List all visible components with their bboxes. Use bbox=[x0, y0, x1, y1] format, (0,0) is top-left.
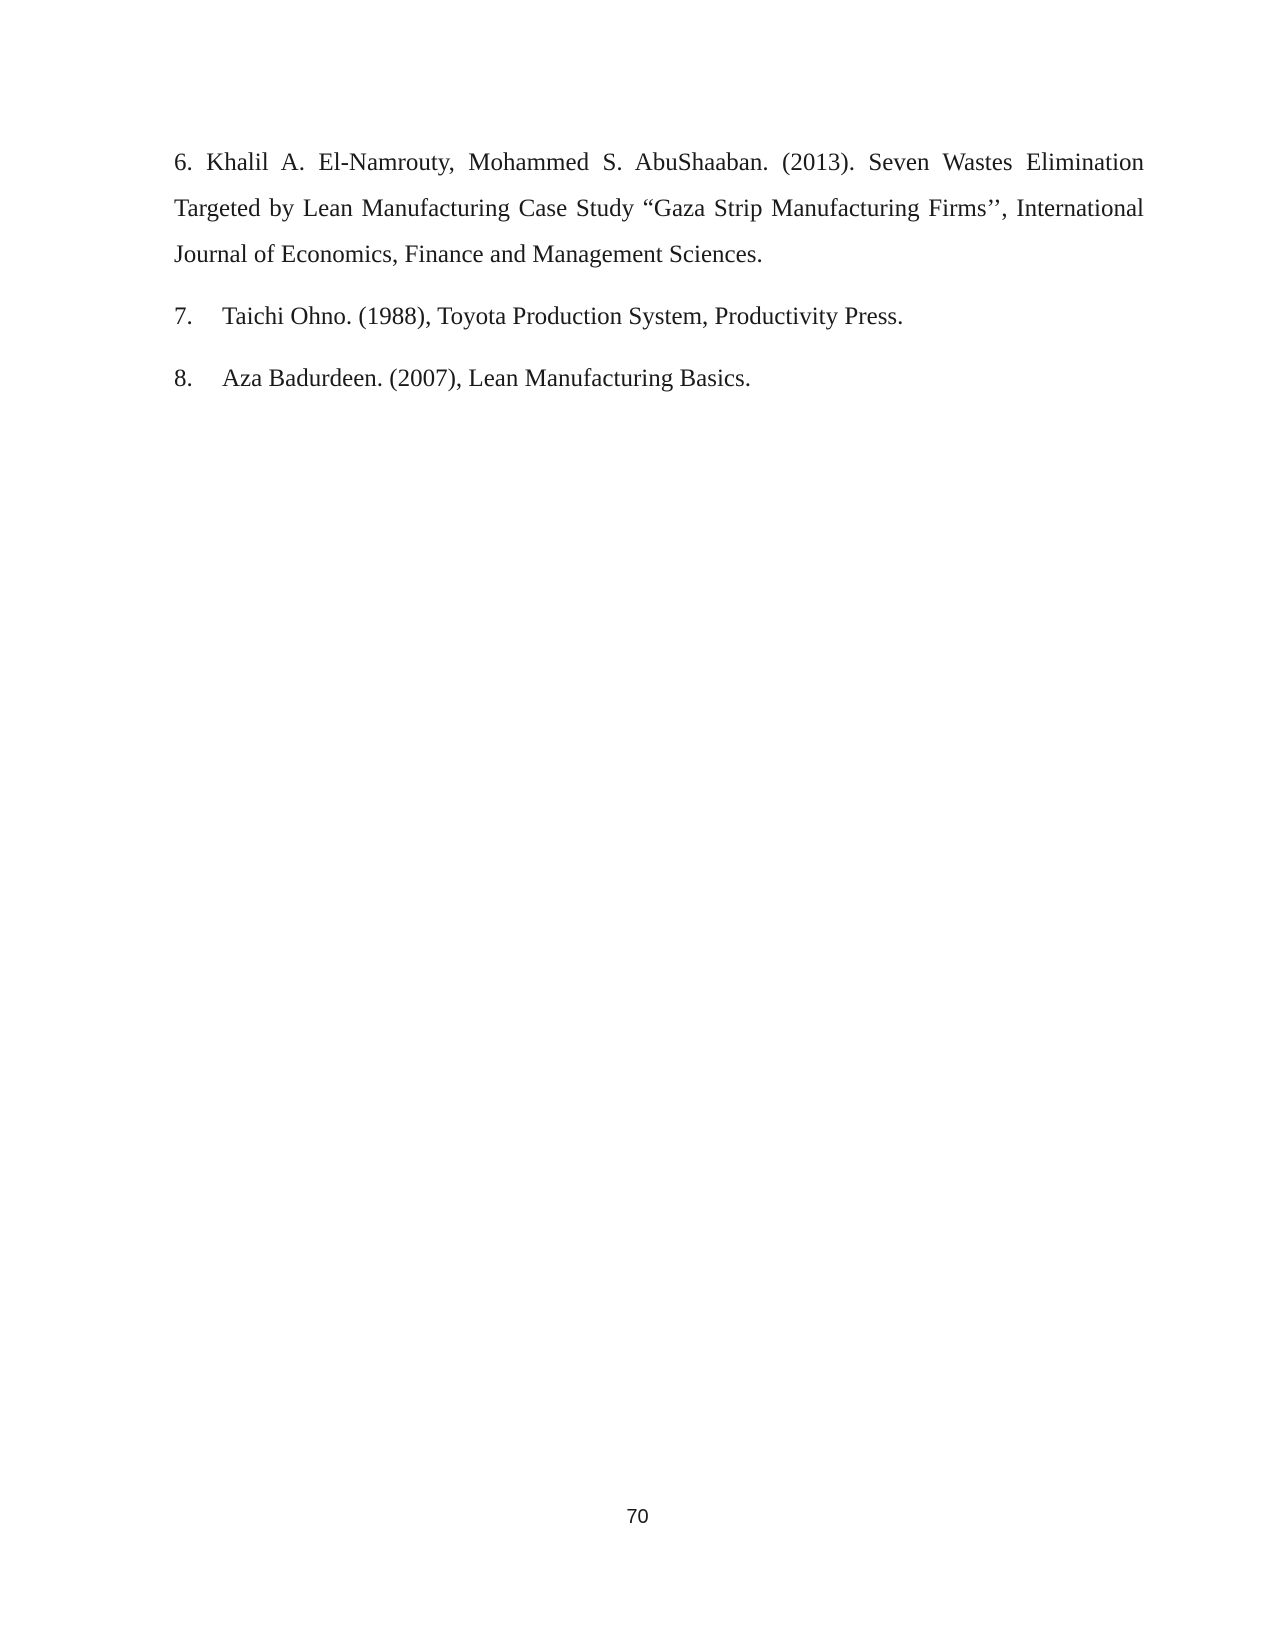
reference-text: Khalil A. El-Namrouty, Mohammed S. AbuShaaban. (2013). Seven Wastes Elimination Targeted by Lean Manufacturing Case Study “Gaza Strip Manufacturing Firms’’, International Journal of Economics, Finance and Management Sciences. bbox=[174, 149, 1145, 268]
reference-item bbox=[174, 356, 1144, 402]
reference-text: Taichi Ohno. (1988), Toyota Production System, Productivity Press. bbox=[222, 303, 904, 330]
reference-text: Aza Badurdeen. (2007), Lean Manufacturing Basics. bbox=[222, 365, 751, 392]
reference-item bbox=[174, 294, 1144, 340]
reference-number: 8. bbox=[174, 365, 193, 392]
page-number: 70 bbox=[626, 1506, 649, 1528]
reference-number: 6. bbox=[174, 149, 193, 176]
reference-list bbox=[174, 140, 1144, 402]
reference-number: 7. bbox=[174, 303, 193, 330]
reference-item bbox=[174, 140, 1144, 278]
